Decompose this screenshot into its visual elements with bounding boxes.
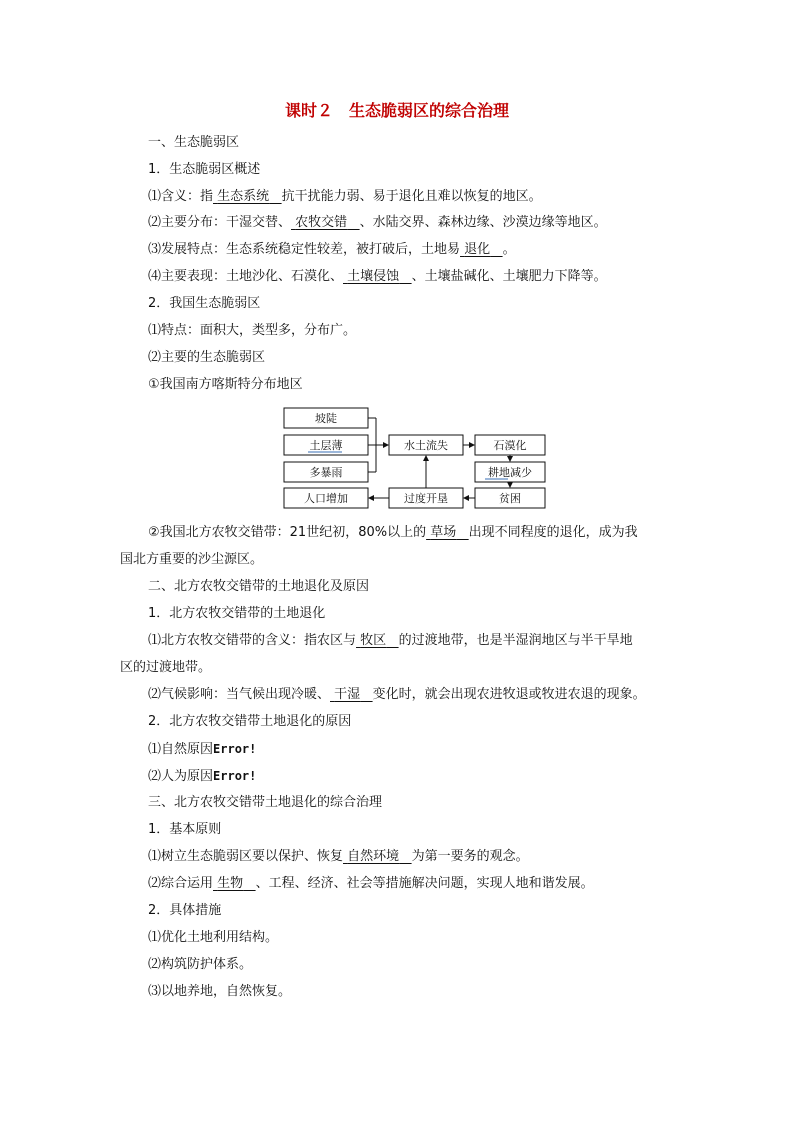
answer-blank: 干湿 — [334, 687, 361, 702]
svg-text:耕地减少: 耕地减少 — [488, 466, 532, 479]
item-climate-impact: ⑵气候影响：当气候出现冷暖、 干湿 变化时，就会出现农进牧退或牧进农退的现象。 — [148, 687, 646, 702]
box-slope — [284, 408, 368, 428]
svg-text:土层薄: 土层薄 — [309, 439, 343, 452]
subsection-3-2: 2．具体措施 — [148, 903, 222, 918]
svg-text:人口增加: 人口增加 — [304, 492, 348, 505]
section-3-heading: 三、北方农牧交错带土地退化的综合治理 — [148, 795, 383, 810]
subsection-1-2: 2．我国生态脆弱区 — [148, 296, 261, 311]
item-ecotone-meaning-cont: 区的过渡地带。 — [120, 660, 212, 675]
box-thin-soil — [284, 435, 368, 455]
page-title: 课时２ 生态脆弱区的综合治理 — [284, 101, 509, 120]
item-distribution: ⑵主要分布：干湿交替、 农牧交错 、水陆交界、森林边缘、沙漠边缘等地区。 — [148, 215, 607, 230]
item-karst-region: ①我国南方喀斯特分布地区 — [148, 377, 303, 392]
svg-text:水土流失: 水土流失 — [404, 439, 448, 452]
box-farmland-loss — [475, 462, 545, 482]
karst-flow-diagram — [280, 404, 550, 514]
box-poverty — [475, 488, 545, 508]
item-main-regions: ⑵主要的生态脆弱区 — [148, 350, 266, 365]
item-natural-causes: ⑴自然原因Error! — [148, 742, 257, 757]
answer-blank: 农牧交错 — [295, 215, 348, 230]
answer-blank: 自然环境 — [347, 849, 400, 864]
item-manifestation: ⑷主要表现：土地沙化、石漠化、 土壤侵蚀 、土壤盐碱化、土壤肥力下降等。 — [148, 269, 607, 284]
error-text: Error! — [213, 742, 257, 756]
box-over-reclamation — [389, 488, 463, 508]
item-ecotone-meaning: ⑴北方农牧交错带的含义：指农区与 牧区 的过渡地带，也是半湿润地区与半干旱地 — [148, 633, 633, 648]
subsection-3-1: 1．基本原则 — [148, 822, 222, 837]
diagram-arrows — [368, 418, 510, 498]
answer-blank: 生物 — [217, 876, 244, 891]
box-heavy-rain — [284, 462, 368, 482]
subsection-2-1: 1．北方农牧交错带的土地退化 — [148, 606, 326, 621]
item-north-ecotone-cont: 国北方重要的沙尘源区。 — [120, 552, 264, 567]
item-features: ⑴特点：面积大，类型多，分布广。 — [148, 323, 357, 338]
item-human-causes: ⑵人为原因Error! — [148, 769, 257, 784]
box-rocky-desert — [475, 435, 545, 455]
svg-text:石漠化: 石漠化 — [493, 439, 527, 452]
item-definition: ⑴含义：指 生态系统 抗干扰能力弱、易于退化且难以恢复的地区。 — [148, 189, 542, 204]
subsection-2-2: 2．北方农牧交错带土地退化的原因 — [148, 714, 352, 729]
box-soil-erosion — [389, 435, 463, 455]
svg-text:多暴雨: 多暴雨 — [309, 466, 343, 479]
section-2-heading: 二、北方农牧交错带的土地退化及原因 — [148, 579, 370, 594]
answer-blank: 牧区 — [360, 633, 387, 648]
answer-blank: 退化 — [464, 242, 491, 257]
answer-blank: 生态系统 — [217, 189, 270, 204]
answer-blank: 土壤侵蚀 — [347, 269, 400, 284]
svg-text:过度开垦: 过度开垦 — [404, 492, 448, 505]
answer-blank: 草场 — [430, 525, 457, 540]
error-text: Error! — [213, 769, 257, 783]
subsection-1-1: 1．生态脆弱区概述 — [148, 162, 261, 177]
item-measure-1: ⑴优化土地利用结构。 — [148, 930, 279, 945]
svg-text:坡陡: 坡陡 — [315, 412, 337, 425]
section-1-heading: 一、生态脆弱区 — [148, 135, 240, 150]
item-characteristics: ⑶发展特点：生态系统稳定性较差，被打破后，土地易 退化 。 — [148, 242, 516, 257]
item-measure-3: ⑶以地养地，自然恢复。 — [148, 984, 292, 999]
item-measure-2: ⑵构筑防护体系。 — [148, 957, 253, 972]
item-principle-1: ⑴树立生态脆弱区要以保护、恢复 自然环境 为第一要务的观念。 — [148, 849, 529, 864]
box-population — [284, 488, 368, 508]
item-north-ecotone: ②我国北方农牧交错带：21世纪初，80%以上的 草场 出现不同程度的退化，成为我 — [148, 525, 638, 540]
item-principle-2: ⑵综合运用 生物 、工程、经济、社会等措施解决问题，实现人地和谐发展。 — [148, 876, 594, 891]
svg-text:贫困: 贫困 — [499, 492, 521, 505]
